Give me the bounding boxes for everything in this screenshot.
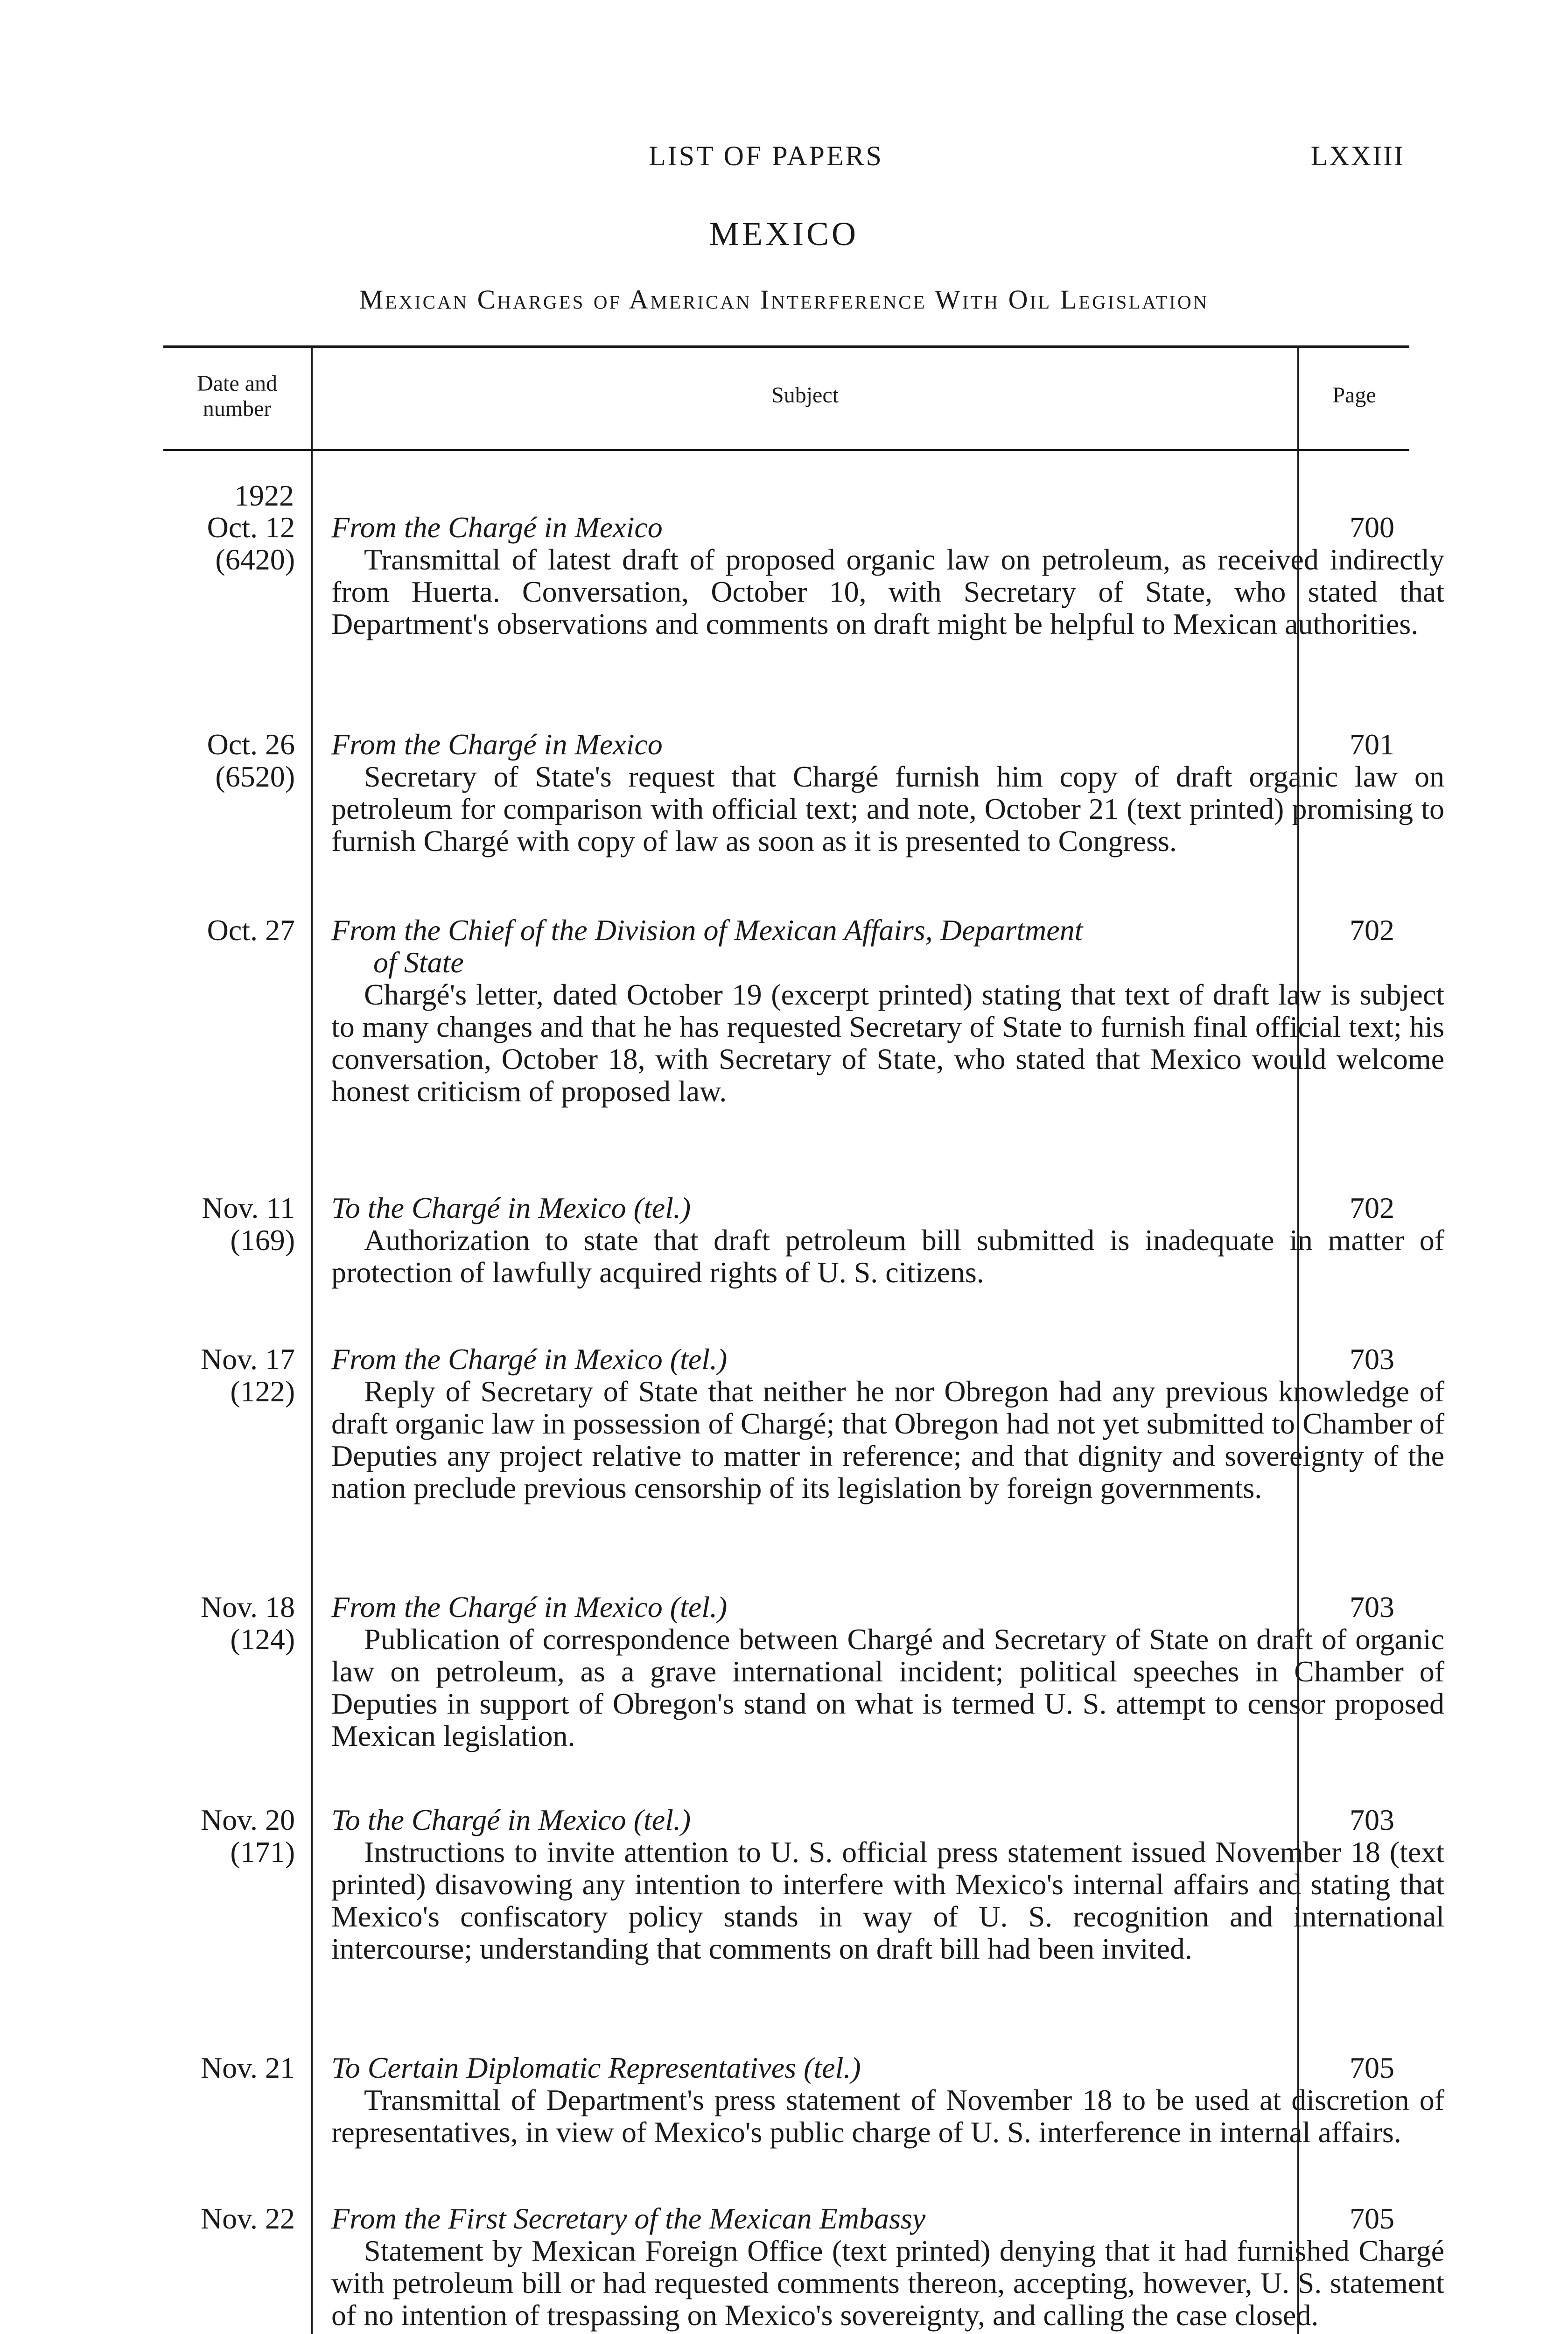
entry-summary: Reply of Secretary of State that neither he nor Obregon had any previous knowledge of draft organic law in possession of Chargé; that Obregon had not yet submitted to Chamber of Deputies any project relative to matter in reference; and that dignity and sovereignty of the nation preclude previous censorship of its legislation by foreign governments.: [331, 1375, 1444, 1504]
entry-summary: Secretary of State's request that Chargé furnish him copy of draft organic law on petroleum for comparison with official text; and note, October 21 (text printed) promising to furnish Chargé with copy of law as soon as it is presented to Congress.: [331, 760, 1444, 858]
entry-heading: From the First Secretary of the Mexican Embassy: [331, 2202, 926, 2235]
entry-number: (122): [230, 1375, 295, 1408]
table-top-rule: [163, 345, 1409, 348]
entry-subject: [331, 1343, 1444, 1504]
entry-page: 701: [1350, 728, 1394, 761]
year-label: 1922: [234, 479, 294, 512]
entry-heading: From the Chargé in Mexico (tel.): [331, 1343, 728, 1376]
entry-page: 703: [1350, 1343, 1394, 1376]
entry-number: (124): [230, 1623, 295, 1656]
entry-number: (6420): [215, 543, 295, 576]
entry-summary: Transmittal of Department's press statement of November 18 to be used at discretion of representatives, in view of Mexico's public charge of U. S. interference in internal affairs.: [331, 2083, 1444, 2149]
entry-page: 700: [1350, 511, 1394, 544]
entry-date: Nov. 18: [200, 1590, 295, 1624]
entry-subject: [331, 914, 1444, 1107]
entry-page: 703: [1350, 1590, 1394, 1624]
entry-heading: From the Chief of the Division of Mexican Affairs, Department: [331, 914, 1083, 947]
entry-date: Oct. 27: [207, 914, 295, 947]
entry-number: (6520): [215, 760, 295, 793]
entry-summary: Transmittal of latest draft of proposed organic law on petroleum, as received indirectly from Huerta. Conversation, October 10, with Secretary of State, who stated that Department's observations and comments on draft might be helpful to Mexican authorities.: [331, 543, 1444, 640]
entry-heading: To the Chargé in Mexico (tel.): [331, 1191, 691, 1224]
column-header-page: Page: [1332, 383, 1376, 408]
entry-date: Nov. 20: [200, 1803, 295, 1836]
entry-subject: [331, 2202, 1444, 2331]
entry-page: 702: [1350, 914, 1394, 947]
entry-date: Oct. 26: [207, 728, 295, 761]
entry-summary: Publication of correspondence between Chargé and Secretary of State on draft of organic law on petroleum, as a grave international incident; political speeches in Chamber of Deputies in support of Obregon's stand on what is termed U. S. attempt to censor proposed Mexican legislation.: [331, 1623, 1444, 1752]
section-title: Mexican Charges of American Interference With Oil Legislation: [359, 284, 1209, 315]
entry-page: 702: [1350, 1191, 1394, 1224]
entry-date: Oct. 12: [207, 511, 295, 544]
table-header-rule: [163, 449, 1409, 451]
entry-page: 705: [1350, 2202, 1394, 2235]
entry-page: 703: [1350, 1803, 1394, 1836]
entry-summary: Statement by Mexican Foreign Office (text printed) denying that it had furnished Chargé with petroleum bill or had requested comments thereon, accepting, however, U. S. statement of no intention of trespassing on Mexico's sovereignty, and calling the case closed.: [331, 2234, 1444, 2332]
entry-heading: From the Chargé in Mexico: [331, 728, 663, 761]
entry-subject: [331, 1591, 1444, 1752]
entry-summary: Authorization to state that draft petroleum bill submitted is inadequate in matter of protection of lawfully acquired rights of U. S. citizens.: [331, 1223, 1444, 1289]
entry-date: Nov. 11: [202, 1191, 295, 1224]
entry-subject: [331, 511, 1444, 640]
entry-date: Nov. 21: [200, 2051, 295, 2084]
column-header-date: Date and number: [197, 371, 277, 421]
column-divider-page: [1297, 348, 1299, 2334]
entry-number: (171): [230, 1835, 295, 1869]
column-header-subject: Subject: [771, 383, 839, 408]
entry-page: 705: [1350, 2051, 1394, 2084]
entry-subject: [331, 728, 1444, 857]
entry-subject: [331, 2052, 1444, 2148]
entry-heading: To Certain Diplomatic Representatives (tel.): [331, 2051, 861, 2084]
entry-heading: From the Chargé in Mexico (tel.): [331, 1590, 728, 1624]
country-heading: MEXICO: [709, 215, 859, 253]
page-number: LXXIII: [1310, 141, 1405, 171]
entry-heading-continued: of State: [373, 946, 464, 979]
entry-date: Nov. 22: [200, 2202, 295, 2235]
entry-subject: [331, 1192, 1444, 1288]
entry-summary: Chargé's letter, dated October 19 (excerpt printed) stating that text of draft law is subject to many changes and that he has requested Secretary of State to furnish final official text; his conversation, October 18, with Secretary of State, who stated that Mexico would welcome honest criticism of proposed law.: [331, 978, 1444, 1108]
entry-heading: To the Chargé in Mexico (tel.): [331, 1803, 691, 1836]
entry-summary: Instructions to invite attention to U. S. official press statement issued November 18 (text printed) disavowing any intention to interfere with Mexico's internal affairs and stating that Mexico's confiscatory policy stands in way of U. S. recognition and international intercourse; understanding that comments on draft bill had been invited.: [331, 1835, 1444, 1965]
entry-date: Nov. 17: [200, 1343, 295, 1376]
entry-heading: From the Chargé in Mexico: [331, 511, 663, 544]
running-head: [0, 140, 1568, 177]
entry-subject: [331, 1804, 1444, 1965]
running-head-title: LIST OF PAPERS: [649, 141, 883, 171]
entry-number: (169): [230, 1223, 295, 1257]
column-divider-date: [311, 348, 313, 2334]
